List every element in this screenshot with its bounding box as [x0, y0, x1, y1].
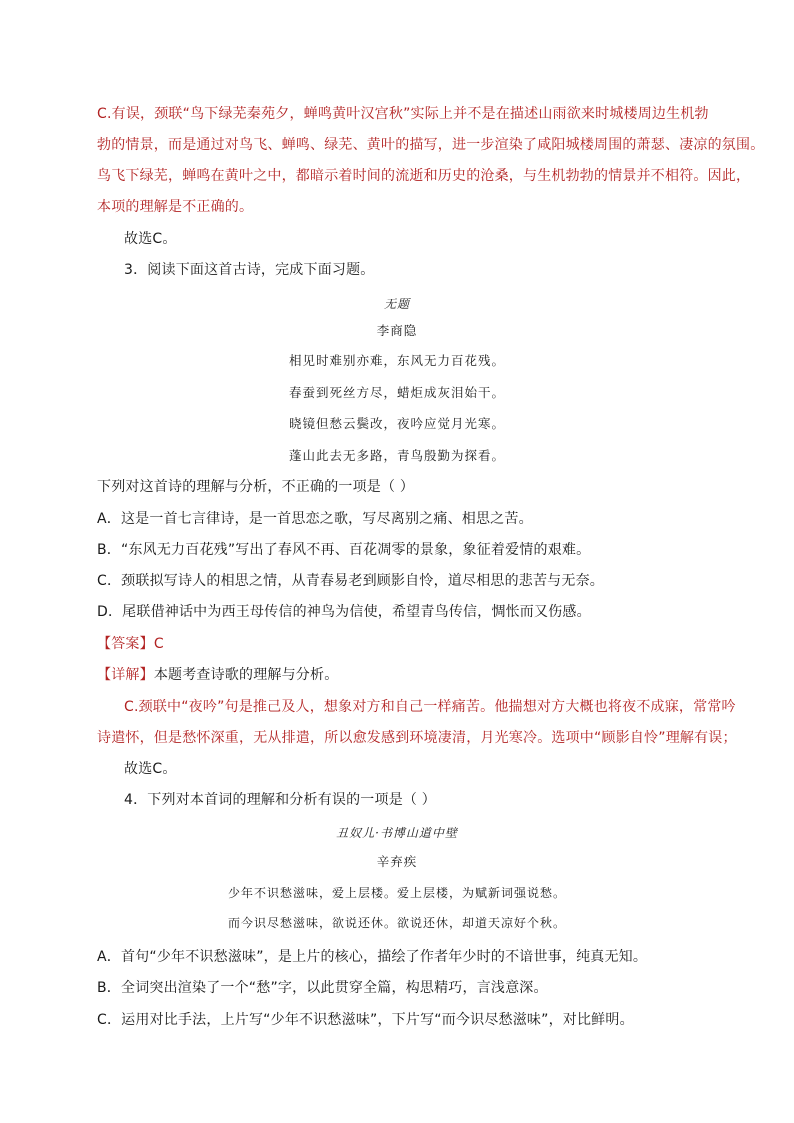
poem-line-3: 晓镜但愁云鬓改，夜吟应觉月光寒。 [288, 416, 505, 431]
detail-explanation-line-2: 诗遣怀，但是愁怀深重，无从排遣，所以愈发感到环境凄清，月光寒冷。选项中“顾影自怜”理解有误； [97, 730, 737, 746]
detail-tag: 【详解】 [97, 667, 154, 683]
question-3-stem: 下列对这首诗的理解与分析，不正确的一项是（ ） [97, 479, 415, 495]
ci-author: 辛弃疾 [376, 854, 418, 869]
poem-line-4: 蓬山此去无多路，青鸟殷勤为探看。 [288, 448, 505, 463]
detail-conclusion: 故选C。 [124, 761, 177, 777]
detail-text: 本题考查诗歌的理解与分析。 [153, 667, 339, 683]
conclusion-line: 故选C。 [124, 231, 177, 247]
answer-tag: 【答案】 [97, 636, 154, 652]
ci-line-1: 少年不识愁滋味，爱上层楼。爱上层楼，为赋新词强说愁。 [227, 886, 566, 900]
question-3-intro: 3．阅读下面这首古诗，完成下面习题。 [124, 262, 375, 278]
q4-option-a: A．首句“少年不识愁滋味”，是上片的核心，描绘了作者年少时的不谙世事，纯真无知。 [97, 949, 648, 965]
answer-value: C [153, 636, 164, 652]
answer-line [97, 634, 164, 654]
ci-title: 丑奴儿·书博山道中壁 [336, 826, 458, 840]
option-c: C．颈联拟写诗人的相思之情，从青春易老到顾影自怜，道尽相思的悲苦与无奈。 [97, 573, 604, 589]
q4-option-c: C．运用对比手法，上片写“少年不识愁滋味”，下片写“而今识尽愁滋味”，对比鲜明。 [97, 1012, 634, 1028]
explanation-line-3: 鸟飞下绿芜，蝉鸣在黄叶之中，都暗示着时间的流逝和历史的沧桑，与生机勃勃的情景并不相符。因此， [97, 168, 751, 184]
explanation-line-2: 勃的情景，而是通过对鸟飞、蝉鸣、绿芜、黄叶的描写，进一步渲染了咸阳城楼周围的萧瑟、凄凉的氛围。 [97, 137, 765, 153]
poem-author: 李商隐 [376, 323, 418, 338]
ci-line-2: 而今识尽愁滋味，欲说还休。欲说还休，却道天凉好个秋。 [227, 916, 566, 930]
explanation-line-4: 本项的理解是不正确的。 [97, 199, 254, 215]
detail-explanation-line-1: C.颈联中“夜吟”句是推己及人，想象对方和自己一样痛苦。他揣想对方大概也将夜不成寐，常常吟 [124, 699, 736, 715]
q4-option-b: B．全词突出渲染了一个“愁”字，以此贯穿全篇，构思精巧，言浅意深。 [97, 980, 548, 996]
detail-line [97, 665, 338, 685]
poem-line-2: 春蚕到死丝方尽，蜡炬成灰泪始干。 [288, 385, 505, 400]
poem-line-1: 相见时难别亦难，东风无力百花残。 [288, 353, 505, 368]
option-d: D．尾联借神话中为西王母传信的神鸟为信使，希望青鸟传信，惆怅而又伤感。 [97, 604, 591, 620]
explanation-line-1: C.有误，颈联“鸟下绿芜秦苑夕，蝉鸣黄叶汉宫秋”实际上并不是在描述山雨欲来时城楼周边生机勃 [97, 106, 709, 122]
poem-title: 无题 [383, 297, 410, 311]
question-4-stem: 4．下列对本首词的理解和分析有误的一项是（ ） [124, 792, 436, 808]
option-a: A．这是一首七言律诗，是一首思恋之歌，写尽离别之痛、相思之苦。 [97, 511, 533, 527]
option-b: B．“东风无力百花残”写出了春风不再、百花凋零的景象，象征着爱情的艰难。 [97, 542, 591, 558]
